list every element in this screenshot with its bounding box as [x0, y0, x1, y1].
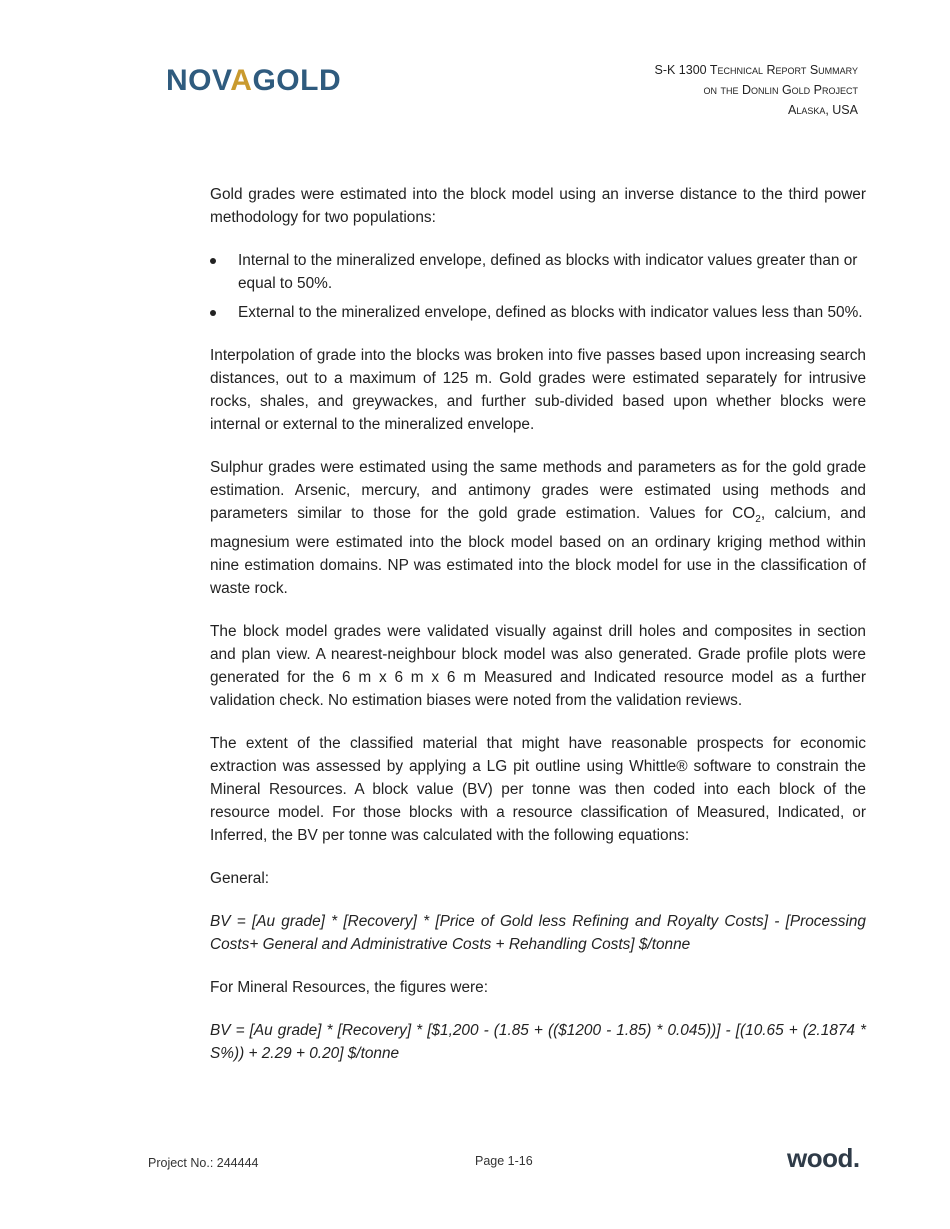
population-list — [210, 249, 866, 324]
novagold-logo: NOVAGOLD — [166, 64, 342, 97]
project-number: Project No.: 244444 — [148, 1156, 259, 1170]
bullet-icon — [210, 310, 216, 316]
header-line-2: on the Donlin Gold Project — [703, 83, 858, 97]
general-label: General: — [210, 870, 270, 888]
paragraph-extent: The extent of the classified material that might have reasonable prospects for economic extraction was assessed by applying a LG pit outline using Whittle® software to constrain the Mineral Resources. A block value (BV) per tonne was then coded into each block of the resource model. For those blocks with a resource classification of Measured, Indicated, or Inferred, the BV per tonne was calculated with the following equations: — [210, 735, 866, 845]
list-item: Internal to the mineralized envelope, defined as blocks with indicator values greater than or equal to 50%. — [210, 249, 866, 295]
paragraph-gold-grades: Gold grades were estimated into the block model using an inverse distance to the third power methodology for two populations: — [210, 186, 866, 226]
mineral-resources-label: For Mineral Resources, the figures were: — [210, 979, 488, 997]
formula-general: BV = [Au grade] * [Recovery] * [Price of Gold less Refining and Royalty Costs] - [Processing Costs+ General and Administrative Costs + Rehandling Costs] $/tonne — [210, 913, 866, 954]
report-header — [655, 60, 859, 120]
page-number: Page 1-16 — [475, 1154, 533, 1168]
bullet-icon — [210, 258, 216, 264]
paragraph-interpolation: Interpolation of grade into the blocks was broken into five passes based upon increasing search distances, out to a maximum of 125 m. Gold grades were estimated separately for intrusive rocks, shales, and greywackes, and further sub-divided based upon whether blocks were internal or external to the mineralized envelope. — [210, 347, 866, 433]
formula-mineral-resources: BV = [Au grade] * [Recovery] * [$1,200 - (1.85 + (($1200 - 1.85) * 0.045))] - [(10.65 + (2.1874 * S%)) + 2.29 + 0.20] $/tonne — [210, 1022, 866, 1063]
paragraph-sulphur: Sulphur grades were estimated using the same methods and parameters as for the gold grade estimation. Arsenic, mercury, and antimony grades were estimated using methods and parameters similar to those for the gold grade estimation. Values for $CO_2$, calcium, and magnesium were estimated into the block model based on an ordinary kriging method within nine estimation domains. NP was estimated into the block model for use in the classification of waste rock. — [210, 459, 866, 598]
header-line-3: Alaska, USA — [787, 103, 858, 117]
paragraph-validation: The block model grades were validated visually against drill holes and composites in section and plan view. A nearest-neighbour block model was also generated. Grade profile plots were generated for the 6 m x 6 m x 6 m Measured and Indicated resource model as a further validation check. No estimation biases were noted from the validation reviews. — [210, 623, 866, 710]
wood-logo: wood. — [787, 1143, 860, 1173]
document-body — [210, 183, 866, 1085]
header-line-1: S-K 1300 Technical Report Summary — [654, 63, 858, 77]
list-item: External to the mineralized envelope, defined as blocks with indicator values less than 50%. — [210, 301, 866, 324]
